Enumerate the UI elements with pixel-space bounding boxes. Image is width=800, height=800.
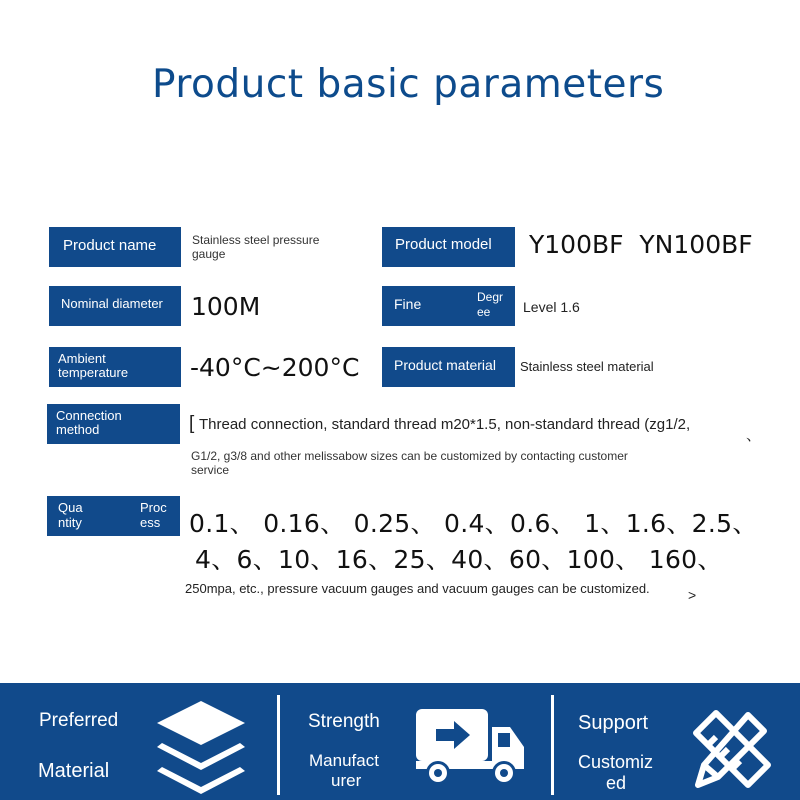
footer-manufacturer-a: Manufact — [309, 751, 379, 770]
footer-manufacturer-b: urer — [331, 771, 362, 790]
product-name-value: Stainless steel pressure gauge — [192, 233, 320, 261]
product-material-label: Product material — [382, 347, 515, 387]
product-model-label: Product model — [382, 227, 515, 267]
footer-customized-a: Customiz — [578, 752, 654, 772]
footer-divider — [277, 695, 280, 795]
process-tail-mark: ˃ — [688, 587, 697, 603]
layers-icon — [152, 695, 250, 795]
connection-method-line2: G1/2, g3/8 and other melissabow sizes can be customized by contacting customer — [191, 449, 628, 463]
footer-strength: Strength — [308, 711, 380, 732]
nominal-diameter-value: 100M — [191, 292, 261, 321]
connection-mark: [ — [189, 413, 195, 434]
footer-customized-b: ed — [606, 773, 627, 793]
process-values-line2: 4、6、10、16、25、40、60、100、 160、 — [195, 545, 723, 574]
footer-banner — [0, 683, 800, 800]
fineness-label: Fine Degr ee — [382, 286, 515, 326]
footer-divider — [551, 695, 554, 795]
process-note: 250mpa, etc., pressure vacuum gauges and vacuum gauges can be customized. — [185, 581, 650, 596]
product-name-label: Product name — [49, 227, 181, 267]
product-model-value: Y100BF YN100BF — [529, 230, 753, 259]
process-quantity-label: Qua ntity Proc ess — [47, 496, 180, 536]
ambient-temperature-label: Ambient temperature — [49, 347, 181, 387]
nominal-diameter-label: Nominal diameter — [49, 286, 181, 326]
connection-method-line1: Thread connection, standard thread m20*1.5, non-standard thread (zg1/2, — [199, 416, 691, 433]
fineness-value: Level 1.6 — [523, 299, 580, 315]
footer-material: Material — [38, 760, 110, 782]
footer-support: Support — [578, 712, 649, 734]
connection-method-label: Connection method — [47, 404, 180, 444]
connection-method-line3: service — [191, 463, 230, 477]
pencil-ruler-icon — [688, 705, 774, 793]
product-material-value: Stainless steel material — [520, 359, 654, 374]
process-values-line1: 0.1、 0.16、 0.25、 0.4、0.6、 1、1.6、2.5、 — [189, 509, 758, 538]
connection-tick: 、 — [746, 427, 762, 444]
footer-preferred: Preferred — [39, 710, 119, 731]
delivery-truck-icon — [414, 707, 526, 789]
page-title: Product basic parameters — [152, 62, 665, 107]
ambient-temperature-value: -40°C~200°C — [190, 353, 360, 382]
